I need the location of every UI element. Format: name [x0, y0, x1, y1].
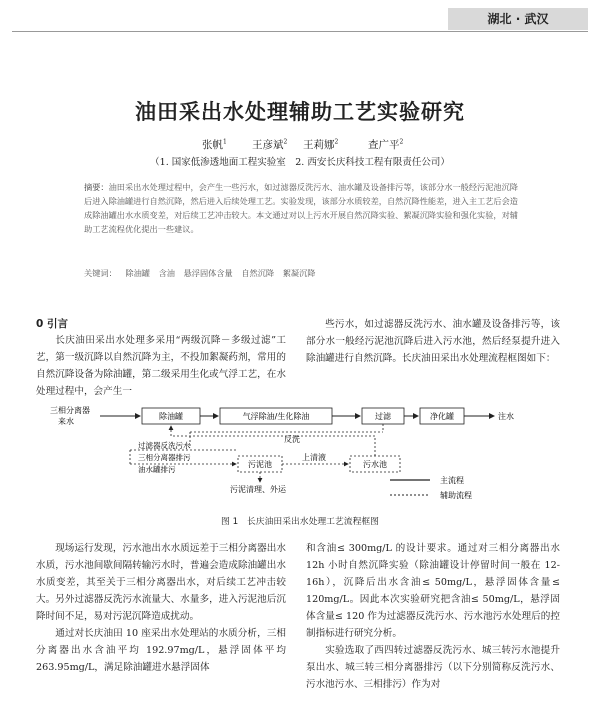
right-column-bottom: 和含油≤ 300mg/L 的设计要求。通过对三相分离器出水 12h 小时自然沉降实验（除油罐设计停留时间一般在 12-16h），沉降后出水含油≤ 50mg/L，悬浮固体含量≤ 120mg/L。因此本次实验研究把含油≤ 50mg/L，悬浮固体含量≤ 120 作为过滤器反洗污水、污水池污水处理后的控制指标进行研究分析。 实验选取了西四转过滤器反洗污水、城三转污水池提升泵出水、城三转三相分离器排污（以下分别简称反洗污水、污水池污水、三相排污）作为对	[306, 543, 560, 690]
keyword: 絮凝沉降	[282, 268, 316, 278]
figure-caption: 图 1 长庆油田采出水处理工艺流程框图	[221, 517, 379, 527]
author-3: 王莉娜$^2$	[303, 138, 339, 151]
outlet-label: 注水	[498, 412, 514, 421]
affiliation: （1. 国家低渗透地面工程实验室 2. 西安长庆科技工程有限责任公司）	[150, 157, 450, 168]
source-label: 油水罐排污	[138, 465, 176, 474]
article-title: 油田采出水处理辅助工艺实验研究	[135, 100, 465, 124]
backwash-label: 反洗	[284, 435, 300, 444]
left-column-top: 长庆油田采出水处理多采用“两级沉降－多级过滤”工艺，第一级沉降以自然沉降为主，不投加絮凝药剂，常用的自然沉降设备为除油罐，第二级采用生化或气浮工艺，在水处理过程中，会产生一	[36, 335, 286, 397]
abstract-label: 摘要：	[84, 182, 109, 192]
section-heading-intro: 0 引言	[36, 318, 68, 330]
keyword: 悬浮固体含量	[183, 268, 233, 278]
author-2: 王彦斌$^2$	[252, 138, 288, 151]
author-4: 查广平$^2$	[368, 138, 404, 151]
header-rule	[12, 31, 588, 32]
inlet-label-2: 来水	[58, 417, 74, 426]
box-label: 气浮除油/生化除油	[242, 412, 310, 421]
keywords-label: 关键词：	[84, 268, 117, 278]
right-column-top: 些污水，如过滤器反洗污水、油水罐及设备排污等，该部分水一般经污泥池沉降后进入污水池，然后经泵提升进入除油罐进行自然沉降。长庆油田采出水处理流程框图如下：	[306, 319, 560, 364]
source-label: 过滤器反洗污水	[138, 441, 191, 450]
left-column-bottom: 现场运行发现，污水池出水水质远差于三相分离器出水水质，污水池间歇间隔转输污水时，普遍会造成除油罐出水水质变差，其至关于三相分离器出水，对后续工艺冲击较大。另外过滤器反洗污水流量大、水量多，进入污泥池后沉降时间不足，易对污泥沉降造成扰动。 通过对长庆油田 10 座采出水处理站的水质分析，三相分离器出水含油平均 192.97mg/L，悬浮固体平均 263.95mg/L，满足除油罐进水悬浮固体	[36, 543, 286, 673]
source-label: 三相分离器排污	[138, 453, 191, 462]
abstract-text: 油田采出水处理过程中，会产生一些污水，如过滤器反洗污水、油水罐及设备排污等，该部分水一般经污泥池沉降后进入除油罐进行自然沉降，然后进入后续处理工艺。实验发现，该部分水质较差，自然沉降性能差，进入主工艺后会造成除油罐出水水质变差，对后续工艺冲击较大。本文通过对以上污水开展自然沉降实验、絮凝沉降实验和强化实验，对辅助工艺流程优化提出一些建议。	[84, 182, 518, 234]
inlet-label-1: 三相分离器	[50, 406, 90, 415]
abstract	[84, 180, 524, 236]
box-label: 除油罐	[159, 412, 183, 421]
keyword: 除油罐	[125, 268, 150, 278]
legend-main-label: 主流程	[440, 476, 464, 485]
keywords	[84, 268, 524, 279]
box-label: 污泥池	[248, 460, 272, 469]
box-label: 污水池	[363, 460, 387, 469]
legend-aux-label: 辅助流程	[440, 491, 472, 500]
supernatant-label: 上清液	[302, 453, 326, 462]
keyword: 自然沉降	[241, 268, 275, 278]
keyword: 含油	[158, 268, 175, 278]
sludge-out-label: 污泥清理、外运	[230, 485, 286, 494]
author-1: 张帆$^1$	[202, 138, 227, 151]
box-label: 过滤	[375, 412, 391, 421]
box-label: 净化罐	[430, 412, 454, 421]
journal-region-tag: 湖北 · 武汉	[448, 8, 588, 30]
process-flow-diagram	[30, 400, 540, 510]
